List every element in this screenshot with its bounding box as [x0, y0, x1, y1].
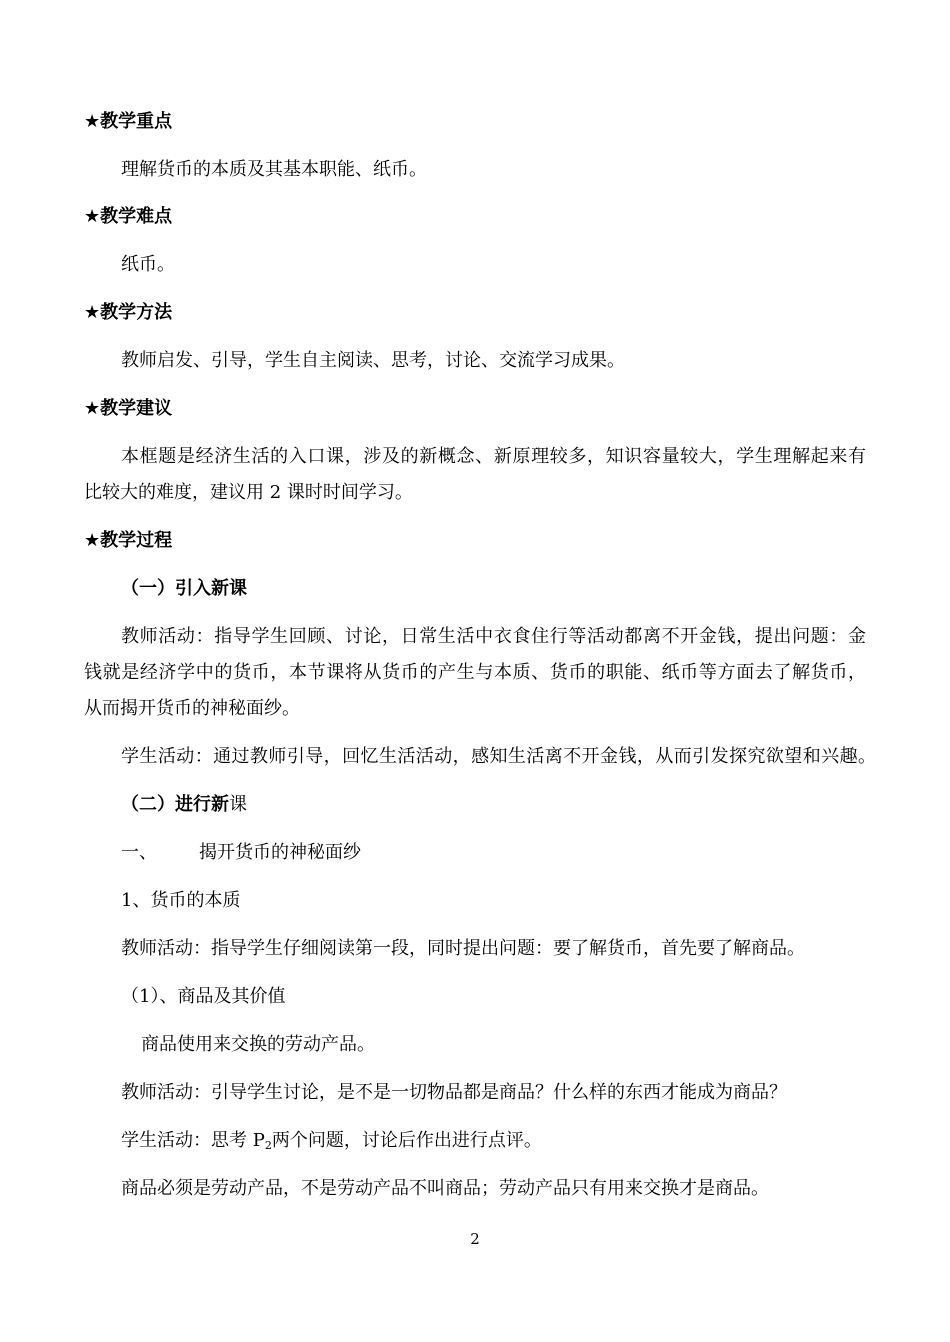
star-icon: ★ [84, 398, 101, 419]
commodity-definition: 商品使用来交换的劳动产品。 [141, 1034, 375, 1055]
part1-teacher-line2: 钱就是经济学中的货币，本节课将从货币的产生与本质、货币的职能、纸币等方面去了解货币， [84, 662, 866, 683]
teacher-activity-1: 教师活动：指导学生仔细阅读第一段，同时提出问题：要了解货币，首先要了解商品。 [121, 938, 805, 959]
teacher-activity-2: 教师活动：引导学生讨论，是不是一切物品都是商品？什么样的东西才能成为商品？ [121, 1082, 787, 1103]
page-number: 2 [470, 1230, 480, 1248]
suggestions-text-line2: 比较大的难度，建议用 2 课时时间学习。 [84, 482, 413, 503]
part2-title: （二）进行新课 [121, 794, 247, 815]
sub2-title: （1）、商品及其价值 [121, 986, 286, 1007]
item1: 一、 揭开货币的神秘面纱 [121, 842, 361, 863]
part1-title: （一）引入新课 [121, 578, 247, 599]
methods-text: 教师启发、引导，学生自主阅读、思考，讨论、交流学习成果。 [121, 350, 625, 371]
heading-key-points: ★教学重点 [84, 111, 173, 132]
heading-difficult-points: ★教学难点 [84, 206, 173, 227]
student-activity-2: 学生活动：思考 $P_2$两个问题，讨论后作出进行点评。 [121, 1130, 542, 1152]
suggestions-text-line1: 本框题是经济生活的入口课，涉及的新概念、新原理较多，知识容量较大，学生理解起来有 [121, 446, 866, 467]
star-icon: ★ [84, 111, 101, 132]
star-icon: ★ [84, 206, 101, 227]
heading-methods: ★教学方法 [84, 302, 173, 323]
part1-teacher-line3: 从而揭开货币的神秘面纱。 [84, 698, 300, 719]
heading-process: ★教学过程 [84, 530, 173, 551]
star-icon: ★ [84, 302, 101, 323]
part1-teacher-line1: 教师活动：指导学生回顾、讨论，日常生活中衣食住行等活动都离不开金钱，提出问题：金 [121, 626, 866, 647]
sub1-title: 1、货币的本质 [121, 890, 241, 911]
heading-suggestions: ★教学建议 [84, 398, 173, 419]
key-points-text: 理解货币的本质及其基本职能、纸币。 [121, 159, 427, 180]
commodity-conclusion: 商品必须是劳动产品，不是劳动产品不叫商品；劳动产品只有用来交换才是商品。 [121, 1178, 769, 1199]
part1-student: 学生活动：通过教师引导，回忆生活活动，感知生活离不开金钱，从而引发探究欲望和兴趣。 [121, 746, 876, 767]
difficult-points-text: 纸币。 [121, 254, 175, 275]
star-icon: ★ [84, 530, 101, 551]
